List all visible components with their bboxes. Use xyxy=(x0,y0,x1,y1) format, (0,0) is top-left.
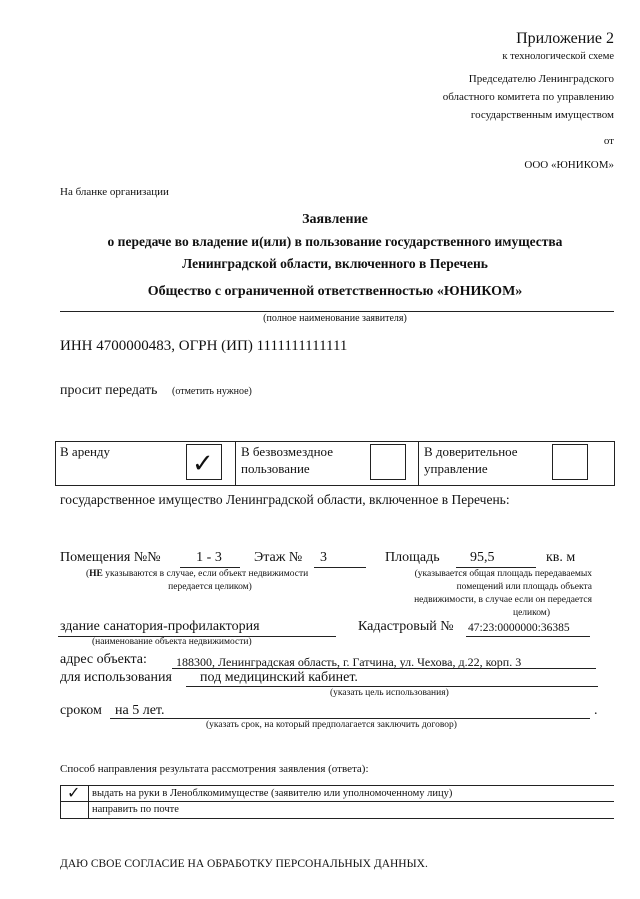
area-label: Площадь xyxy=(385,550,440,565)
purpose-label: для использования xyxy=(60,670,172,685)
area-unit: кв. м xyxy=(546,550,576,565)
letterhead-note: На бланке организации xyxy=(60,186,169,198)
rooms-note: (НЕ указываются в случае, если объект недвижимости xyxy=(86,569,309,579)
check-mark-icon: ✓ xyxy=(67,785,81,802)
term-value: на 5 лет. xyxy=(115,703,165,718)
rooms-value: 1 - 3 xyxy=(196,550,222,565)
term-end: . xyxy=(594,703,598,718)
floor-value: 3 xyxy=(320,550,327,565)
rooms-label: Помещения №№ xyxy=(60,550,161,565)
from-label: от xyxy=(603,135,614,147)
cadastral-label: Кадастровый № xyxy=(358,619,454,634)
appendix-subtitle: к технологической схеме xyxy=(502,51,614,62)
option-trust-label: В доверительное xyxy=(424,444,518,459)
area-value: 95,5 xyxy=(470,550,495,565)
document-title-line-2: о передаче во владение и(или) в пользование государственного имущества xyxy=(107,234,563,249)
cadastral-value: 47:23:0000000:36385 xyxy=(468,622,570,634)
addressee-line-3: государственным имуществом xyxy=(470,109,614,121)
term-label: сроком xyxy=(60,703,102,718)
company-name: ООО «ЮНИКОМ» xyxy=(524,159,614,171)
purpose-caption: (указать цель использования) xyxy=(330,688,449,698)
consent-statement: ДАЮ СВОЕ СОГЛАСИЕ НА ОБРАБОТКУ ПЕРСОНАЛЬНЫХ ДАННЫХ. xyxy=(60,858,428,870)
request-hint: (отметить нужное) xyxy=(172,386,252,397)
request-label: просит передать xyxy=(60,383,158,398)
option-trust-label-2: управление xyxy=(424,461,488,476)
applicant-ids: ИНН 4700000483, ОГРН (ИП) 1111111111111 xyxy=(60,338,348,354)
addressee-line-1: Председателю Ленинградского xyxy=(468,73,614,85)
property-line: государственное имущество Ленинградской области, включенное в Перечень: xyxy=(60,492,510,507)
address-value: 188300, Ленинградская область, г. Гатчина, ул. Чехова, д.22, корп. 3 xyxy=(176,655,522,669)
appendix-title: Приложение 2 xyxy=(516,30,614,47)
option-free-use-label-2: пользование xyxy=(241,461,310,476)
delivery-option-in-person-label: выдать на руки в Леноблкомимуществе (заявителю или уполномоченному лицу) xyxy=(92,788,453,799)
document-title-line-3: Ленинградской области, включенного в Перечень xyxy=(182,256,488,271)
rooms-note-2: передается целиком) xyxy=(168,582,252,592)
addressee-line-2: областного комитета по управлению xyxy=(442,91,614,103)
option-lease-label: В аренду xyxy=(60,444,111,459)
area-note-4: целиком) xyxy=(512,608,550,618)
document-title: Заявление xyxy=(302,212,368,227)
option-trust-checkbox[interactable] xyxy=(552,444,588,480)
delivery-title: Способ направления результата рассмотрения заявления (ответа): xyxy=(60,763,369,775)
option-free-use-checkbox[interactable] xyxy=(370,444,406,480)
term-caption: (указать срок, на который предполагается заключить договор) xyxy=(206,720,457,730)
address-label: адрес объекта: xyxy=(60,652,147,667)
option-free-use-label: В безвозмездное xyxy=(241,444,333,459)
check-mark-icon: ✓ xyxy=(192,449,214,478)
applicant-name-caption: (полное наименование заявителя) xyxy=(263,313,407,324)
delivery-option-mail-label: направить по почте xyxy=(92,804,179,815)
floor-label: Этаж № xyxy=(254,550,303,565)
object-name: здание санатория-профилактория xyxy=(60,619,260,634)
object-name-caption: (наименование объекта недвижимости) xyxy=(92,637,252,647)
area-note-2: помещений или площадь объекта xyxy=(456,582,592,592)
area-note-3: недвижимости, в случае если он передается xyxy=(414,595,592,605)
area-note-1: (указывается общая площадь передаваемых xyxy=(414,569,592,579)
applicant-name: Общество с ограниченной ответственностью «ЮНИКОМ» xyxy=(147,284,523,299)
purpose-value: под медицинский кабинет. xyxy=(200,670,358,685)
